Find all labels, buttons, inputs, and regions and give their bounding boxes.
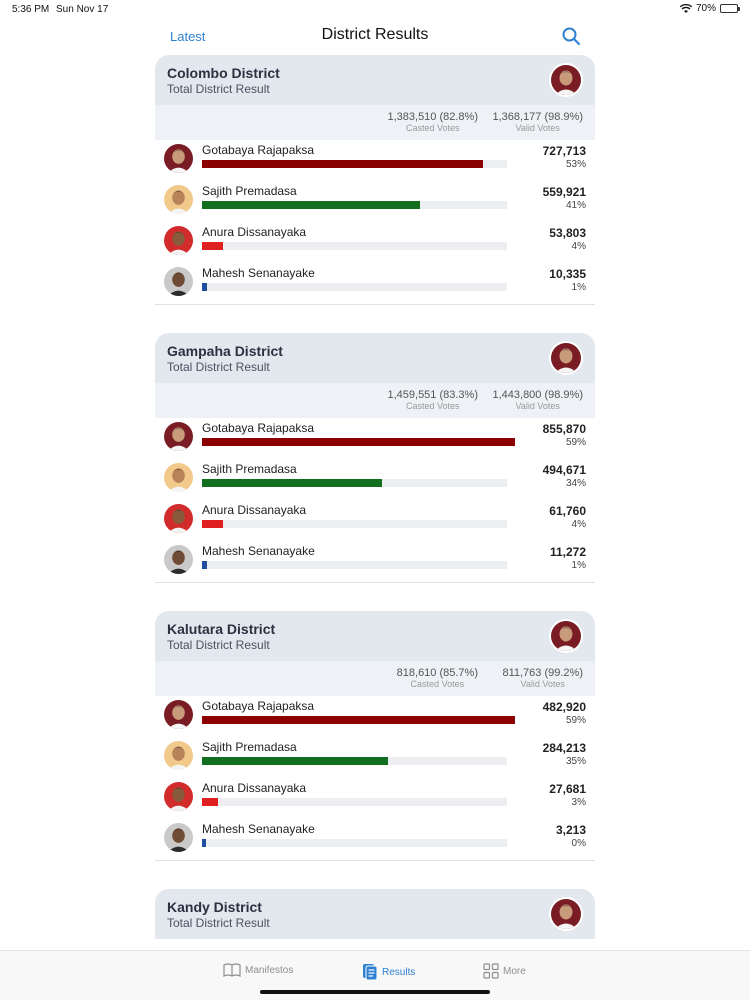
candidate-avatar bbox=[164, 545, 193, 574]
candidate-percentage: 35% bbox=[565, 756, 586, 767]
casted-votes bbox=[387, 111, 478, 133]
candidate-votes: 11,272 bbox=[549, 545, 586, 559]
candidate-row[interactable] bbox=[155, 778, 595, 819]
vote-share-fill bbox=[202, 479, 382, 487]
battery-level: 70% bbox=[695, 3, 716, 14]
status-time: 5:36 PM bbox=[12, 4, 50, 15]
leading-candidate-avatar bbox=[549, 619, 583, 653]
candidate-votes: 482,920 bbox=[542, 700, 586, 714]
casted-votes bbox=[397, 667, 478, 689]
vote-share-bar bbox=[202, 283, 507, 291]
candidate-name: Anura Dissanayaka bbox=[202, 225, 307, 239]
leading-candidate-avatar bbox=[549, 341, 583, 375]
candidate-name: Sajith Premadasa bbox=[202, 184, 297, 198]
vote-share-fill bbox=[202, 438, 515, 446]
valid-votes-label: Valid Votes bbox=[515, 123, 560, 133]
search-icon[interactable] bbox=[561, 26, 581, 46]
district-name: Kalutara District bbox=[167, 621, 276, 637]
candidate-percentage: 4% bbox=[571, 519, 586, 530]
casted-votes-label: Casted Votes bbox=[405, 401, 460, 411]
valid-votes-label: Valid Votes bbox=[515, 401, 560, 411]
candidate-avatar bbox=[164, 504, 193, 533]
tab-results-label: Results bbox=[382, 966, 416, 978]
valid-votes-value: 811,763 (99.2%) bbox=[502, 667, 583, 679]
candidate-list bbox=[155, 418, 595, 583]
status-date: Sun Nov 17 bbox=[56, 4, 109, 15]
vote-share-fill bbox=[202, 160, 483, 168]
valid-votes bbox=[492, 111, 583, 133]
vote-share-fill bbox=[202, 283, 207, 291]
vote-share-bar bbox=[202, 201, 507, 209]
vote-share-bar bbox=[202, 757, 507, 765]
district-card[interactable] bbox=[155, 889, 595, 939]
vote-share-bar bbox=[202, 520, 507, 528]
candidate-name: Sajith Premadasa bbox=[202, 462, 297, 476]
vote-share-fill bbox=[202, 561, 207, 569]
district-header bbox=[155, 889, 595, 939]
candidate-votes: 10,335 bbox=[549, 267, 586, 281]
candidate-percentage: 1% bbox=[571, 560, 586, 571]
vote-share-fill bbox=[202, 201, 420, 209]
vote-share-fill bbox=[202, 839, 206, 847]
candidate-avatar bbox=[164, 463, 193, 492]
vote-share-bar bbox=[202, 438, 507, 446]
candidate-avatar bbox=[164, 741, 193, 770]
candidate-percentage: 53% bbox=[565, 159, 586, 170]
candidate-row[interactable] bbox=[155, 737, 595, 778]
candidate-percentage: 1% bbox=[571, 282, 586, 293]
tab-more[interactable] bbox=[483, 963, 526, 979]
district-card[interactable] bbox=[155, 611, 595, 861]
district-card[interactable] bbox=[155, 333, 595, 583]
candidate-avatar bbox=[164, 267, 193, 296]
candidate-percentage: 59% bbox=[565, 715, 586, 726]
vote-share-bar bbox=[202, 160, 507, 168]
casted-votes-value: 1,459,551 (83.3%) bbox=[387, 389, 478, 401]
wifi-icon bbox=[680, 4, 692, 14]
district-header bbox=[155, 611, 595, 661]
valid-votes bbox=[502, 667, 583, 689]
candidate-avatar bbox=[164, 144, 193, 173]
status-right bbox=[680, 3, 738, 14]
district-name: Kandy District bbox=[167, 899, 262, 915]
candidate-votes: 494,671 bbox=[542, 463, 586, 477]
vote-share-bar bbox=[202, 561, 507, 569]
district-subtitle: Total District Result bbox=[167, 638, 270, 652]
candidate-name: Gotabaya Rajapaksa bbox=[202, 699, 315, 713]
leading-candidate-avatar bbox=[549, 63, 583, 97]
vote-share-bar bbox=[202, 242, 507, 250]
casted-votes-value: 818,610 (85.7%) bbox=[396, 667, 478, 679]
candidate-name: Mahesh Senanayake bbox=[202, 822, 315, 836]
status-bar bbox=[0, 0, 750, 18]
vote-share-fill bbox=[202, 757, 388, 765]
candidate-list bbox=[155, 140, 595, 305]
district-results-list[interactable] bbox=[155, 55, 595, 950]
candidate-name: Mahesh Senanayake bbox=[202, 266, 315, 280]
candidate-votes: 727,713 bbox=[542, 144, 586, 158]
leading-candidate-avatar bbox=[549, 897, 583, 931]
page-title: District Results bbox=[321, 26, 429, 43]
results-icon bbox=[362, 963, 378, 981]
candidate-avatar bbox=[164, 700, 193, 729]
candidate-row[interactable] bbox=[155, 222, 595, 263]
candidate-percentage: 3% bbox=[571, 797, 586, 808]
candidate-votes: 3,213 bbox=[555, 823, 586, 837]
book-icon bbox=[223, 963, 241, 977]
candidate-name: Anura Dissanayaka bbox=[202, 781, 307, 795]
battery-icon bbox=[720, 4, 738, 13]
candidate-percentage: 4% bbox=[571, 241, 586, 252]
candidate-votes: 53,803 bbox=[549, 226, 586, 240]
valid-votes-value: 1,443,800 (98.9%) bbox=[492, 389, 583, 401]
vote-share-fill bbox=[202, 520, 223, 528]
candidate-percentage: 41% bbox=[565, 200, 586, 211]
district-header bbox=[155, 333, 595, 383]
district-card[interactable] bbox=[155, 55, 595, 305]
candidate-votes: 284,213 bbox=[542, 741, 586, 755]
casted-votes-label: Casted Votes bbox=[410, 679, 465, 689]
candidate-list bbox=[155, 696, 595, 861]
candidate-percentage: 59% bbox=[565, 437, 586, 448]
candidate-percentage: 34% bbox=[565, 478, 586, 489]
vote-share-bar bbox=[202, 479, 507, 487]
candidate-avatar bbox=[164, 823, 193, 852]
district-name: Gampaha District bbox=[167, 343, 283, 359]
casted-votes bbox=[387, 389, 478, 411]
vote-summary bbox=[155, 105, 595, 140]
district-subtitle: Total District Result bbox=[167, 916, 270, 930]
vote-share-fill bbox=[202, 242, 223, 250]
tab-results[interactable] bbox=[362, 963, 415, 981]
tab-manifestos[interactable] bbox=[223, 963, 293, 977]
vote-summary bbox=[155, 383, 595, 418]
casted-votes-label: Casted Votes bbox=[405, 123, 460, 133]
vote-share-fill bbox=[202, 798, 218, 806]
candidate-avatar bbox=[164, 226, 193, 255]
candidate-row[interactable] bbox=[155, 696, 595, 737]
candidate-votes: 559,921 bbox=[542, 185, 586, 199]
vote-summary bbox=[155, 661, 595, 696]
valid-votes bbox=[492, 389, 583, 411]
candidate-row[interactable] bbox=[155, 140, 595, 181]
vote-share-fill bbox=[202, 716, 515, 724]
candidate-name: Gotabaya Rajapaksa bbox=[202, 421, 315, 435]
home-indicator bbox=[260, 990, 490, 994]
candidate-name: Mahesh Senanayake bbox=[202, 544, 315, 558]
candidate-row[interactable] bbox=[155, 500, 595, 541]
vote-share-bar bbox=[202, 716, 507, 724]
district-header bbox=[155, 55, 595, 105]
candidate-row[interactable] bbox=[155, 263, 595, 304]
candidate-name: Gotabaya Rajapaksa bbox=[202, 143, 315, 157]
vote-share-bar bbox=[202, 798, 507, 806]
valid-votes-value: 1,368,177 (98.9%) bbox=[492, 111, 583, 123]
candidate-row[interactable] bbox=[155, 181, 595, 222]
candidate-name: Anura Dissanayaka bbox=[202, 503, 307, 517]
candidate-votes: 27,681 bbox=[549, 782, 586, 796]
district-subtitle: Total District Result bbox=[167, 360, 270, 374]
candidate-votes: 855,870 bbox=[542, 422, 586, 436]
grid-icon bbox=[483, 963, 499, 979]
valid-votes-label: Valid Votes bbox=[520, 679, 565, 689]
candidate-name: Sajith Premadasa bbox=[202, 740, 297, 754]
tab-manifestos-label: Manifestos bbox=[245, 964, 294, 976]
tab-more-label: More bbox=[503, 965, 526, 977]
latest-button[interactable]: Latest bbox=[170, 29, 206, 44]
district-subtitle: Total District Result bbox=[167, 82, 270, 96]
candidate-row[interactable] bbox=[155, 459, 595, 500]
nav-bar bbox=[0, 20, 750, 54]
candidate-row[interactable] bbox=[155, 819, 595, 860]
vote-share-bar bbox=[202, 839, 507, 847]
candidate-avatar bbox=[164, 185, 193, 214]
candidate-row[interactable] bbox=[155, 418, 595, 459]
candidate-row[interactable] bbox=[155, 541, 595, 582]
district-name: Colombo District bbox=[167, 65, 280, 81]
casted-votes-value: 1,383,510 (82.8%) bbox=[387, 111, 478, 123]
candidate-avatar bbox=[164, 782, 193, 811]
candidate-percentage: 0% bbox=[571, 838, 586, 849]
candidate-votes: 61,760 bbox=[549, 504, 586, 518]
candidate-avatar bbox=[164, 422, 193, 451]
